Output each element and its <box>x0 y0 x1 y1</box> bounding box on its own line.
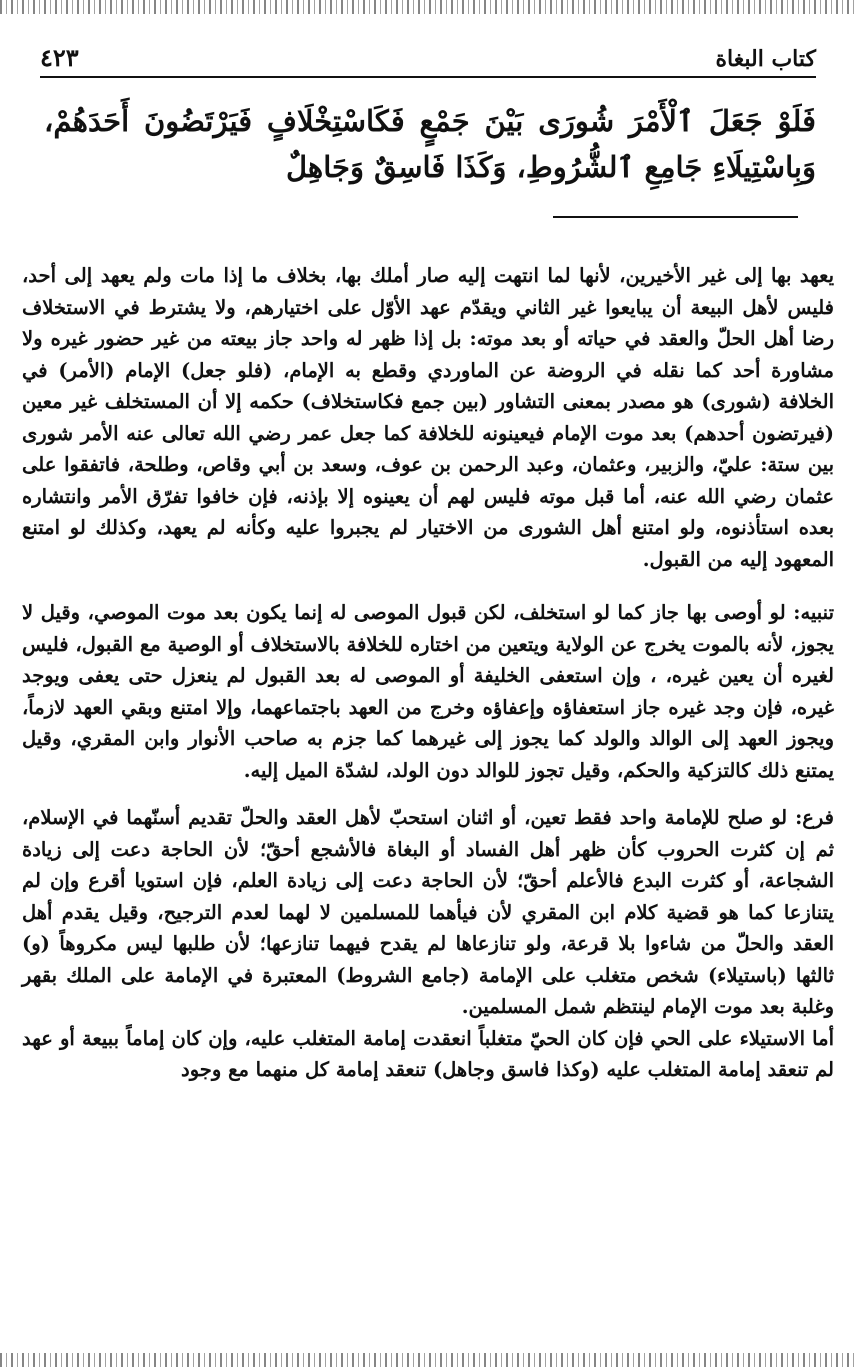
page-header <box>40 36 816 78</box>
page-number: ٤٢٣ <box>40 43 79 72</box>
commentary-body <box>22 260 834 1086</box>
top-ornamental-border <box>0 0 856 14</box>
commentary-paragraph-1: يعهد بها إلى غير الأخيرين، لأنها لما انتهت إليه صار أملك بها، بخلاف ما إذا مات ولم يعهد إلى أحد، فليس لأهل البيعة أن يبايعوا غير الثاني ويقدّم عهد الأوّل على اختيارهم، ولا يشترط في الاستخلاف رضا أهل الحلّ والعقد في حياته أو بعد موته: بل إذا ظهر له واحد جاز بيعته من غير حضور غيره ولا مشاورة أحد كما نقله في الروضة عن الماوردي وقطع به الإمام، (فلو جعل) الإمام (الأمر) في الخلافة (شورى) هو مصدر بمعنى التشاور (بين جمع فكاستخلاف) حكمه إلا أن المستخلف غير معين (فيرتضون أحدهم) بعد موت الإمام فيعينونه للخلافة كما جعل عمر رضي الله تعالى عنه الأمر شورى بين ستة: عليّ، والزبير، وعثمان، وعبد الرحمن بن عوف، وسعد بن أبي وقاص، وطلحة، فاتفقوا على عثمان رضي الله عنه، أما قبل موته فليس لهم أن يعينوه إلا بإذنه، فإن خافوا تفرّق الأمر وانتشاره بعده استأذنوه، ولو امتنع أهل الشورى من الاختيار لم يجبروا عليه وكأنه لم يعهد، وكذلك لو امتنع المعهود إليه من القبول. <box>22 264 834 571</box>
commentary-paragraph-tanbih: تنبيه: لو أوصى بها جاز كما لو استخلف، لكن قبول الموصى له إنما يكون بعد موت الموصي، وقيل لا يجوز، لأنه بالموت يخرج عن الولاية ويتعين من اختاره للخلافة بالاستخلاف أو الوصية مع القبول، فليس لغيره أن يعين غيره، ، وإن استعفى الخليفة أو الموصى له بعد القبول لم ينعزل حتى يعفى ويوجد غيره، فإن وجد غيره جاز استعفاؤه وإعفاؤه وخرج من العهد باجتماعهما، وإلا امتنع وبقي العهد لازماً، ويجوز العهد إلى الوالد والولد كما يجوز إلى غيرهما كما جزم به صاحب الأنوار وابن المقري، وقيل يمتنع ذلك كالتزكية والحكم، وقيل تجوز للوالد دون الولد، لشدّة الميل إليه. <box>22 601 834 782</box>
bottom-ornamental-border <box>0 1353 856 1367</box>
matn-text: فَلَوْ جَعَلَ ٱلْأَمْرَ شُورَى بَيْنَ جَمْعٍ فَكَاسْتِخْلَافٍ فَيَرْتَضُونَ أَحَدَهُمْ، وَبِاسْتِيلَاءِ جَامِعِ ٱلشُّرُوطِ، وَكَذَا فَاسِقٌ وَجَاهِلٌ <box>44 104 816 184</box>
text-separator-line <box>553 216 798 218</box>
running-title: كتاب البغاة <box>715 46 816 72</box>
commentary-paragraph-far: فرع: لو صلح للإمامة واحد فقط تعين، أو اثنان استحبّ لأهل العقد والحلّ تقديم أسنّهما في الإسلام، ثم إن كثرت الحروب كأن ظهر أهل الفساد أو البغاة فالأشجع أحقّ؛ لأن الحاجة دعت إلى زيادة الشجاعة، أو كثرت البدع فالأعلم أحقّ؛ لأن الحاجة دعت إلى زيادة العلم، فإن استويا أقرع وإن لم يتنازعا كما هو قضية كلام ابن المقري لأن فيأهما للمسلمين لا لهما لعدم الترجيح، وقيل يقدم أهل العقد والحلّ من شاءوا بلا قرعة، ولو تنازعاها لم يقدح فيهما تنازعها؛ لأن طلبها ليس مكروهاً (و) ثالثها (باستيلاء) شخص متغلب على الإمامة (جامع الشروط) المعتبرة في الإمامة على الملك بقهر وغلبة بعد موت الإمام لينتظم شمل المسلمين. <box>22 806 834 1018</box>
commentary-paragraph-4: أما الاستيلاء على الحي فإن كان الحيّ متغلباً انعقدت إمامة المتغلب عليه، وإن كان إماماً ببيعة أو عهد لم تنعقد إمامة المتغلب عليه (وكذا فاسق وجاهل) تنعقد إمامة كل منهما مع وجود <box>22 1026 834 1081</box>
